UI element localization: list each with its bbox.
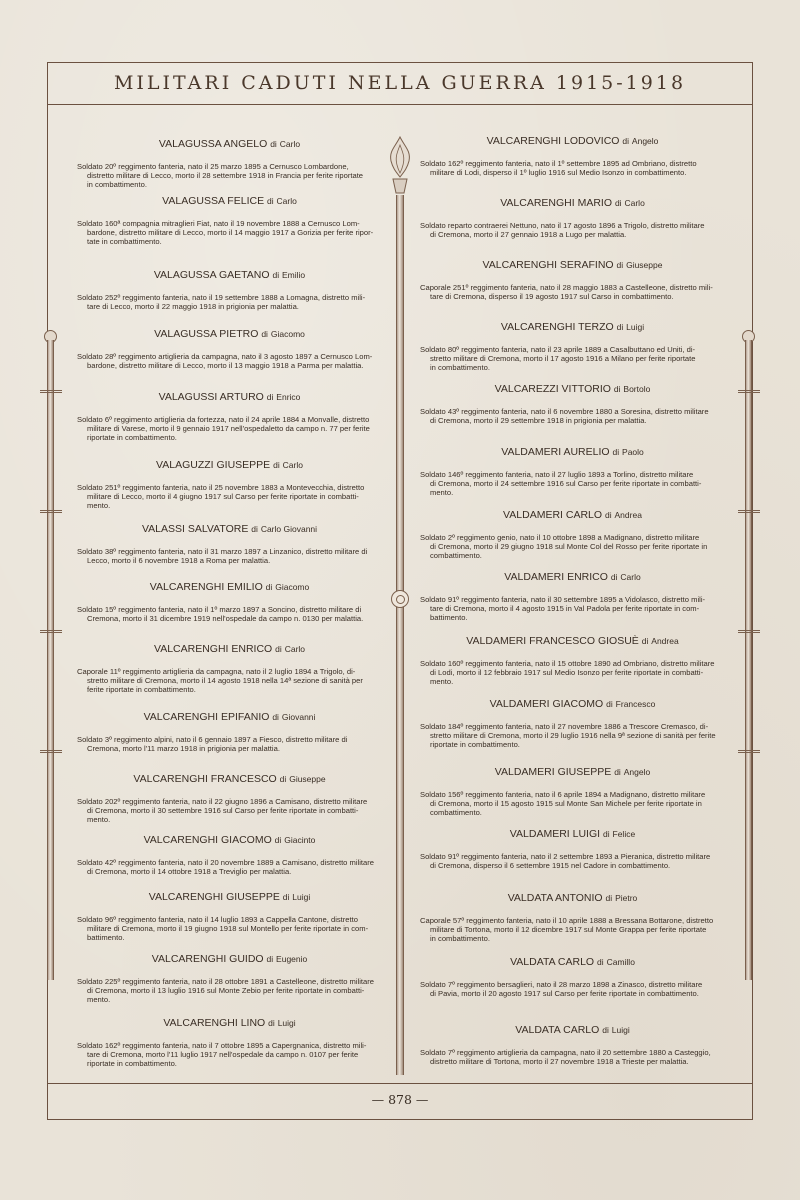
entry-text bbox=[420, 917, 725, 943]
entry-line: Soldato 160º reggimento fanteria, nato il 15 ottobre 1890 ad Ombriano, distretto militare bbox=[420, 659, 715, 668]
left-side-ornament bbox=[38, 330, 64, 990]
entry-text bbox=[420, 534, 725, 560]
right-side-ornament bbox=[736, 330, 762, 990]
entry-heading bbox=[77, 834, 382, 846]
entry-di: di bbox=[616, 260, 624, 270]
entry-surname: VALCARENGHI GUIDO bbox=[151, 953, 264, 965]
entry-text bbox=[77, 353, 382, 371]
entry-text bbox=[420, 408, 725, 426]
entry-heading bbox=[77, 773, 382, 785]
entry-heading bbox=[420, 197, 725, 209]
entry-father: Giuseppe bbox=[626, 260, 663, 270]
torch-ornament bbox=[385, 135, 415, 1085]
entry-heading bbox=[420, 383, 725, 395]
entry bbox=[77, 773, 382, 824]
entry-line: stretto militare di Cremona, morto il 17 agosto 1916 a Milano per ferite riportate bbox=[430, 353, 696, 363]
entry bbox=[77, 195, 382, 246]
entry-line: in combattimento. bbox=[430, 362, 490, 372]
entry-text bbox=[420, 1049, 725, 1067]
entry-line: Soldato 162º reggimento fanteria, nato il 1º settembre 1895 ad Ombriano, distretto bbox=[420, 159, 697, 168]
entry-heading bbox=[420, 321, 725, 333]
entry-line: di Cremona, morto il 29 giugno 1918 sul Monte Col del Rosso per ferite riportate in bbox=[430, 541, 708, 551]
entry-di: di bbox=[612, 447, 620, 457]
entry-di: di bbox=[266, 392, 274, 402]
entry-line: Soldato 20º reggimento fanteria, nato il 25 marzo 1895 a Cernusco Lombardone, bbox=[77, 162, 349, 171]
entry-line: di Cremona, disperso il 6 settembre 1915 nel Cadore in combattimento. bbox=[430, 860, 671, 870]
entry-line: stretto militare di Cremona, morto il 29 luglio 1916 nella 9ª sezione di sanità per ferite bbox=[430, 730, 716, 740]
entry bbox=[420, 956, 725, 999]
entry-di: di bbox=[265, 582, 273, 592]
entry-line: combattimento. bbox=[430, 807, 482, 817]
entry-father: Bortolo bbox=[623, 384, 651, 394]
entry-line: tare di Lecco, morto il 22 maggio 1918 in prigionia per malattia. bbox=[87, 301, 299, 311]
entry-text bbox=[77, 798, 382, 824]
entry-surname: VALCARENGHI FRANCESCO bbox=[133, 773, 277, 785]
entry-father: Carlo bbox=[624, 198, 645, 208]
entry-line: Lecco, morto il 6 novembre 1918 a Roma per malattia. bbox=[87, 555, 271, 565]
entry-line: Soldato 2º reggimento genio, nato il 10 ottobre 1898 a Madignano, distretto militare bbox=[420, 533, 700, 542]
entry-line: Soldato 96º reggimento fanteria, nato il 14 luglio 1893 a Cappella Cantone, distretto bbox=[77, 915, 358, 924]
entry-surname: VALDAMERI CARLO bbox=[503, 509, 603, 521]
entry-di: di bbox=[616, 322, 624, 332]
entry-surname: VALCARENGHI EMILIO bbox=[149, 581, 263, 593]
entry-line: distretto militare di Tortona, morto il 27 novembre 1918 a Trieste per malattia. bbox=[430, 1056, 689, 1066]
entry-line: riportate in combattimento. bbox=[87, 1058, 177, 1068]
entry-line: Soldato reparto contraerei Nettuno, nato il 17 agosto 1896 a Trigolo, distretto militare bbox=[420, 221, 705, 230]
side-rod bbox=[745, 340, 752, 980]
entry-line: Soldato 91º reggimento fanteria, nato il 30 settembre 1895 a Vidolasco, distretto mili- bbox=[420, 595, 706, 604]
entry-line: Soldato 7º reggimento artiglieria da campagna, nato il 20 settembre 1880 a Casteggio, bbox=[420, 1048, 711, 1057]
flame-icon bbox=[385, 135, 415, 195]
entry bbox=[77, 1017, 382, 1068]
entry-line: mento. bbox=[87, 500, 111, 510]
entry-di: di bbox=[602, 1025, 609, 1035]
entry-heading bbox=[77, 891, 382, 903]
entry-line: Soldato 15º reggimento fanteria, nato il 1º marzo 1897 a Soncino, distretto militare di bbox=[77, 605, 362, 614]
entry-text bbox=[77, 736, 382, 754]
entry-surname: VALCARENGHI ENRICO bbox=[153, 643, 273, 655]
entry-heading bbox=[420, 635, 725, 647]
entry-di: di bbox=[268, 1018, 275, 1028]
entry-line: tare di Cremona, morto il 4 agosto 1915 in Val Padola per ferite riportate in com- bbox=[430, 603, 700, 613]
entry-line: combattimento. bbox=[430, 550, 482, 560]
entry-text bbox=[77, 1042, 382, 1068]
entry-line: militare di Varese, morto il 9 gennaio 1917 nell'ospedaletto da campo n. 77 per ferite bbox=[87, 423, 370, 433]
entry-di: di bbox=[614, 767, 621, 777]
entry-line: Soldato 184º reggimento fanteria, nato il 27 novembre 1886 a Trescore Cremasco, di- bbox=[420, 722, 709, 731]
rod-band bbox=[738, 390, 760, 393]
entry bbox=[77, 269, 382, 312]
entry-heading bbox=[420, 956, 725, 968]
entry-father: Giacomo bbox=[275, 582, 310, 592]
entry-heading bbox=[420, 892, 725, 904]
entry-father: Emilio bbox=[282, 270, 306, 280]
rod-band bbox=[40, 630, 62, 633]
entry bbox=[420, 197, 725, 240]
entry-di: di bbox=[606, 699, 613, 709]
entry-di: di bbox=[613, 384, 621, 394]
entry bbox=[77, 834, 382, 877]
entry bbox=[420, 259, 725, 302]
entry-line: Soldato 43º reggimento fanteria, nato il 6 novembre 1880 a Soresina, distretto militare bbox=[420, 407, 709, 416]
entry-text bbox=[420, 660, 725, 686]
entry-line: Soldato 160ª compagnia mitraglieri Fiat, nato il 19 novembre 1888 a Cernusco Lom- bbox=[77, 219, 360, 228]
entry bbox=[77, 391, 382, 442]
entry-line: di Cremona, morto il 14 ottobre 1918 a Treviglio per malattia. bbox=[87, 866, 292, 876]
entry-father: Francesco bbox=[615, 699, 656, 709]
entry-di: di bbox=[266, 954, 274, 964]
entry-line: Soldato 91º reggimento fanteria, nato il 2 settembre 1893 a Pieranica, distretto militare bbox=[420, 852, 711, 861]
entry-surname: VALDAMERI LUIGI bbox=[509, 828, 601, 840]
entry-father: Angelo bbox=[623, 767, 651, 777]
entry-text bbox=[420, 596, 725, 622]
entry bbox=[77, 581, 382, 624]
entry-text bbox=[77, 163, 382, 189]
entry-text bbox=[77, 220, 382, 246]
title-rule bbox=[47, 104, 753, 105]
entry-surname: VALCAREZZI VITTORIO bbox=[494, 383, 611, 395]
entry-text bbox=[77, 859, 382, 877]
entry-father: Camillo bbox=[606, 957, 635, 967]
entry-line: distretto militare di Lecco, morto il 28 settembre 1918 in Francia per ferite riportate bbox=[87, 170, 364, 180]
entry bbox=[420, 383, 725, 426]
entry-text bbox=[77, 916, 382, 942]
entry-line: militare di Lecco, morto il 4 giugno 1917 sul Carso per ferite riportate in combatti- bbox=[87, 491, 359, 501]
entry-surname: VALCARENGHI SERAFINO bbox=[482, 259, 614, 271]
entry-line: Soldato 3º reggimento alpini, nato il 6 gennaio 1897 a Fiesco, distretto militare di bbox=[77, 735, 348, 744]
entry-surname: VALDATA ANTONIO bbox=[507, 892, 603, 904]
entry bbox=[420, 766, 725, 817]
entry-surname: VALCARENGHI MARIO bbox=[500, 197, 613, 209]
entry-father: Carlo bbox=[276, 196, 297, 206]
entry-di: di bbox=[610, 572, 618, 582]
entry-heading bbox=[420, 509, 725, 521]
entry-text bbox=[420, 791, 725, 817]
entry-father: Giuseppe bbox=[289, 774, 326, 784]
entry-heading bbox=[77, 523, 382, 535]
entry-line: di Lodi, morto il 12 febbraio 1917 sul Medio Isonzo per ferite riportate in combatti- bbox=[430, 667, 704, 677]
entry-text bbox=[420, 981, 725, 999]
entry-line: tare di Cremona, morto l'11 luglio 1917 nell'ospedale da campo n. 0107 per ferite bbox=[87, 1049, 359, 1059]
entry-father: Luigi bbox=[626, 322, 645, 332]
entry-di: di bbox=[282, 892, 290, 902]
entry-text bbox=[420, 222, 725, 240]
entry-heading bbox=[77, 195, 382, 207]
entry-line: Soldato 162º reggimento fanteria, nato il 7 ottobre 1895 a Capergnanica, distretto mili- bbox=[77, 1041, 367, 1050]
entry-line: mento. bbox=[430, 487, 454, 497]
entry-father: Eugenio bbox=[276, 954, 308, 964]
entry bbox=[420, 1024, 725, 1067]
page-title: MILITARI CADUTI NELLA GUERRA 1915-1918 bbox=[113, 72, 687, 94]
entry-heading bbox=[77, 643, 382, 655]
entry-line: di Cremona, morto il 15 agosto 1915 sul Monte San Michele per ferite riportate in bbox=[430, 798, 702, 808]
torch-pole bbox=[396, 195, 404, 1075]
entry-heading bbox=[420, 259, 725, 271]
entry-surname: VALCARENGHI LODOVICO bbox=[486, 135, 620, 147]
entry-surname: VALCARENGHI EPIFANIO bbox=[143, 711, 270, 723]
entry-heading bbox=[77, 1017, 382, 1029]
entry-di: di bbox=[614, 198, 622, 208]
entry-di: di bbox=[602, 829, 610, 839]
entry-surname: VALCARENGHI GIACOMO bbox=[143, 834, 272, 846]
entry-line: riportate in combattimento. bbox=[87, 432, 177, 442]
entry-text bbox=[77, 484, 382, 510]
rod-band bbox=[738, 510, 760, 513]
page-number: — 878 — bbox=[371, 1092, 429, 1107]
entry-heading bbox=[420, 828, 725, 840]
entry-line: di Cremona, morto il 29 settembre 1918 in prigionia per malattia. bbox=[430, 415, 647, 425]
entry-di: di bbox=[273, 460, 280, 470]
entry-line: Soldato 156º reggimento fanteria, nato il 6 aprile 1894 a Madignano, distretto militare bbox=[420, 790, 706, 799]
entry-line: Soldato 42º reggimento fanteria, nato il 20 novembre 1889 a Camisano, distretto militare bbox=[77, 858, 374, 867]
entry-surname: VALCARENGHI TERZO bbox=[500, 321, 614, 333]
entry-father: Giovanni bbox=[281, 712, 316, 722]
entry-line: Soldato 252º reggimento fanteria, nato il 19 settembre 1888 a Lomagna, distretto mili- bbox=[77, 293, 366, 302]
entry-heading bbox=[77, 269, 382, 281]
entry-line: Soldato 225º reggimento fanteria, nato il 28 ottobre 1891 a Castelleone, distretto militare bbox=[77, 977, 375, 986]
entry-heading bbox=[420, 1024, 725, 1036]
entry-surname: VALDATA CARLO bbox=[510, 956, 595, 968]
entry-line: stretto militare di Cremona, morto il 14 agosto 1918 nella 14ª sezione di sanità per bbox=[87, 675, 363, 685]
entry-father: Luigi bbox=[611, 1025, 630, 1035]
entry-di: di bbox=[641, 636, 649, 646]
entry-heading bbox=[420, 446, 725, 458]
entry bbox=[420, 446, 725, 497]
rod-band bbox=[40, 390, 62, 393]
entry bbox=[77, 711, 382, 754]
entry-heading bbox=[77, 391, 382, 403]
entry-di: di bbox=[261, 329, 268, 339]
entry-di: di bbox=[275, 644, 282, 654]
entry bbox=[77, 459, 382, 510]
entry-father: Andrea bbox=[651, 636, 679, 646]
side-rod bbox=[47, 340, 54, 980]
entry-heading bbox=[77, 328, 382, 340]
entry-heading bbox=[77, 953, 382, 965]
entry-line: mento. bbox=[430, 676, 454, 686]
entry-line: Soldato 146º reggimento fanteria, nato il 27 luglio 1893 a Torlino, distretto militare bbox=[420, 470, 694, 479]
entry-heading bbox=[77, 711, 382, 723]
entry-line: militare di Lodi, disperso il 1º luglio 1916 sul Medio Isonzo in combattimento. bbox=[430, 167, 687, 177]
entry-di: di bbox=[251, 524, 258, 534]
entry-text bbox=[77, 548, 382, 566]
entry-line: ferite riportate in combattimento. bbox=[87, 684, 196, 694]
entry-line: mento. bbox=[87, 814, 111, 824]
rod-band bbox=[738, 750, 760, 753]
entry-surname: VALCARENGHI LINO bbox=[163, 1017, 266, 1029]
entry-line: Soldato 6º reggimento artiglieria da fortezza, nato il 24 aprile 1884 a Monvalle, distretto bbox=[77, 415, 370, 424]
entry-line: battimento. bbox=[430, 612, 468, 622]
entry bbox=[77, 138, 382, 189]
entry-text bbox=[77, 294, 382, 312]
entry-line: Soldato 38º reggimento fanteria, nato il 31 marzo 1897 a Linzanico, distretto militare di bbox=[77, 547, 368, 556]
entry-di: di bbox=[272, 270, 280, 280]
entry-heading bbox=[420, 135, 725, 147]
entry-line: in combattimento. bbox=[87, 179, 147, 189]
entry-text bbox=[420, 853, 725, 871]
entry-line: di Cremona, morto il 30 settembre 1916 sul Carso per ferite riportate in combatti- bbox=[87, 805, 359, 815]
entry-di: di bbox=[270, 139, 277, 149]
entry-line: di Cremona, morto il 24 settembre 1916 sul Carso per ferite riportate in combatti- bbox=[430, 478, 702, 488]
entry-line: Caporale 11º reggimento artiglieria da campagna, nato il 2 luglio 1894 a Trigolo, di- bbox=[77, 667, 356, 676]
entry-father: Enrico bbox=[276, 392, 301, 402]
entry-father: Luigi bbox=[292, 892, 311, 902]
entry-line: militare di Cremona, morto il 19 giugno 1918 sul Montello per ferite riportate in com- bbox=[87, 923, 369, 933]
rod-band bbox=[738, 630, 760, 633]
entry-heading bbox=[420, 698, 725, 710]
entry bbox=[420, 828, 725, 871]
entry-line: in combattimento. bbox=[430, 933, 490, 943]
entry-line: tare di Cremona, disperso il 19 agosto 1917 sul Carso in combattimento. bbox=[430, 291, 674, 301]
entry-surname: VALDAMERI GIACOMO bbox=[489, 698, 604, 710]
entry-father: Carlo Giovanni bbox=[260, 524, 318, 534]
entry-di: di bbox=[272, 712, 279, 722]
entry-surname: VALDAMERI ENRICO bbox=[504, 571, 608, 583]
entry-text bbox=[77, 416, 382, 442]
entry-line: Soldato 80º reggimento fanteria, nato il 23 aprile 1889 a Casalbuttano ed Uniti, di- bbox=[420, 345, 696, 354]
entry-surname: VALAGUSSA PIETRO bbox=[154, 328, 259, 340]
entry-surname: VALAGUSSI ARTURO bbox=[158, 391, 264, 403]
entry-line: Soldato 202º reggimento fanteria, nato il 22 giugno 1896 a Camisano, distretto militare bbox=[77, 797, 368, 806]
entry bbox=[77, 523, 382, 566]
entry bbox=[420, 135, 725, 178]
entry-father: Carlo bbox=[282, 460, 303, 470]
entry-di: di bbox=[279, 774, 287, 784]
entry-heading bbox=[420, 766, 725, 778]
entry bbox=[420, 571, 725, 622]
entry-text bbox=[420, 284, 725, 302]
entry-father: Andrea bbox=[614, 510, 642, 520]
entry-di: di bbox=[622, 136, 629, 146]
entry-heading bbox=[77, 581, 382, 593]
entry-text bbox=[420, 471, 725, 497]
entry-surname: VALDAMERI AURELIO bbox=[501, 446, 610, 458]
entry bbox=[420, 698, 725, 749]
entry-father: Carlo bbox=[279, 139, 301, 149]
entry-father: Paolo bbox=[622, 447, 644, 457]
entry-heading bbox=[77, 138, 382, 150]
entry-line: battimento. bbox=[87, 932, 125, 942]
entry bbox=[77, 891, 382, 942]
entry-line: bardone, distretto militare di Lecco, morto il 13 maggio 1918 a Parma per malattia. bbox=[87, 360, 364, 370]
entry-line: di Cremona, morto il 13 luglio 1916 sul Monte Zebio per ferite riportate in combatti- bbox=[87, 985, 365, 995]
entry-surname: VALAGUSSA FELICE bbox=[162, 195, 265, 207]
entry-line: Soldato 251º reggimento fanteria, nato il 25 novembre 1883 a Montevecchia, distretto bbox=[77, 483, 365, 492]
entry bbox=[420, 892, 725, 943]
entry-surname: VALAGUZZI GIUSEPPE bbox=[156, 459, 271, 471]
entry-text bbox=[77, 606, 382, 624]
entry-text bbox=[420, 723, 725, 749]
entry-di: di bbox=[604, 510, 612, 520]
entry-line: Caporale 251º reggimento fanteria, nato il 28 maggio 1883 a Castelleone, distretto mili- bbox=[420, 283, 713, 292]
entry bbox=[77, 643, 382, 694]
entry-heading bbox=[77, 459, 382, 471]
entry-father: Giacinto bbox=[284, 835, 316, 845]
entry-text bbox=[77, 668, 382, 694]
rosette-icon bbox=[391, 590, 409, 608]
entry-line: Caporale 57º reggimento fanteria, nato il 10 aprile 1888 a Bressana Bottarone, distretto bbox=[420, 916, 714, 925]
entry bbox=[77, 328, 382, 371]
entry bbox=[420, 509, 725, 560]
entry-text bbox=[77, 978, 382, 1004]
entry-line: riportate in combattimento. bbox=[430, 739, 520, 749]
entry-surname: VALCARENGHI GIUSEPPE bbox=[148, 891, 280, 903]
entry-text bbox=[420, 346, 725, 372]
entry bbox=[420, 635, 725, 686]
rod-band bbox=[40, 510, 62, 513]
entry-line: militare di Tortona, morto il 12 dicembre 1917 sul Monte Grappa per ferite riportate bbox=[430, 924, 707, 934]
entry-father: Pietro bbox=[615, 893, 638, 903]
entry-di: di bbox=[605, 893, 613, 903]
entry-father: Felice bbox=[612, 829, 636, 839]
entry-line: di Pavia, morto il 20 agosto 1917 sul Carso per ferite riportate in combattimento. bbox=[430, 988, 699, 998]
entry-father: Giacomo bbox=[270, 329, 305, 339]
entry-father: Carlo bbox=[620, 572, 641, 582]
entry bbox=[420, 321, 725, 372]
entry-line: bardone, distretto militare di Lecco, morto il 14 maggio 1917 a Gorizia per ferite ripor- bbox=[87, 227, 374, 237]
entry bbox=[77, 953, 382, 1004]
entry-line: di Cremona, morto il 27 gennaio 1918 a Lugo per malattia. bbox=[430, 229, 627, 239]
entry-di: di bbox=[274, 835, 282, 845]
entry-line: Cremona, morto l'11 marzo 1918 in prigionia per malattia. bbox=[87, 743, 280, 753]
entry-surname: VALAGUSSA ANGELO bbox=[158, 138, 268, 150]
entry-text bbox=[420, 160, 725, 178]
entry-line: Soldato 28º reggimento artiglieria da campagna, nato il 3 agosto 1897 a Cernusco Lom- bbox=[77, 352, 373, 361]
entry-line: mento. bbox=[87, 994, 111, 1004]
entry-surname: VALDAMERI FRANCESCO GIOSUÈ bbox=[466, 635, 639, 647]
entry-father: Luigi bbox=[277, 1018, 296, 1028]
entry-surname: VALDATA CARLO bbox=[515, 1024, 600, 1036]
rod-band bbox=[40, 750, 62, 753]
entry-father: Carlo bbox=[284, 644, 306, 654]
entry-di: di bbox=[597, 957, 604, 967]
entry-line: tate in combattimento. bbox=[87, 236, 162, 246]
entry-di: di bbox=[267, 196, 274, 206]
entry-line: Soldato 7º reggimento bersaglieri, nato il 28 marzo 1898 a Zinasco, distretto militare bbox=[420, 980, 703, 989]
entry-father: Angelo bbox=[631, 136, 659, 146]
entry-surname: VALASSI SALVATORE bbox=[141, 523, 249, 535]
entry-surname: VALDAMERI GIUSEPPE bbox=[494, 766, 612, 778]
entry-line: Cremona, morto il 31 dicembre 1919 nell'ospedale da campo n. 0130 per malattia. bbox=[87, 613, 364, 623]
entry-heading bbox=[420, 571, 725, 583]
entry-surname: VALAGUSSA GAETANO bbox=[153, 269, 270, 281]
